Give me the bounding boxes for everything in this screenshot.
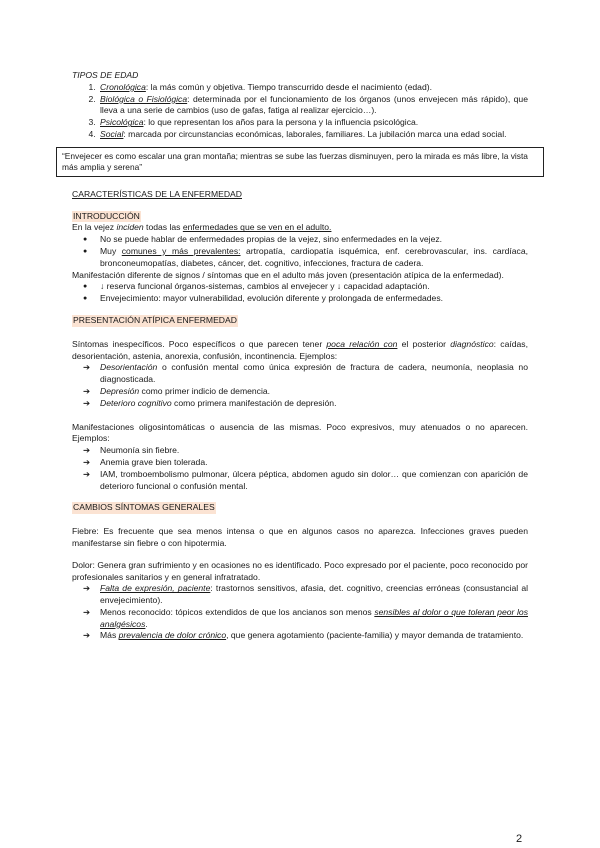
atipica-paragraph-2: Manifestaciones oligosintomáticas o ausencia de las mismas. Poco expresivos, muy atenuados o no aparecen. Ejemplos: (72, 421, 528, 444)
list-item: ➔ Deterioro cognitivo como primera manifestación de depresión. (83, 397, 337, 408)
atipica-examples-2 (72, 445, 528, 492)
atipica-examples-1 (72, 362, 528, 409)
page-number: 2 (516, 833, 523, 845)
arrow-icon: ➔ (83, 445, 91, 456)
list-item: ➔ IAM, tromboembolismo pulmonar, úlcera péptica, abdomen agudo sin dolor… que comienzan con aparición de deterioro funcional o confusión mental. (83, 468, 528, 491)
list-item: ➔ Desorientación o confusión mental como única expresión de fractura de cadera, neumonía, neoplasia no diagnosticada. (83, 362, 528, 385)
arrow-icon: ➔ (83, 468, 91, 479)
intro-list-2 (72, 281, 528, 305)
arrow-icon: ➔ (83, 630, 91, 641)
arrow-icon: ➔ (83, 606, 91, 617)
fiebre-paragraph: Fiebre: Es frecuente que sea menos intensa o que en algunos casos no aparezca. Infecciones graves pueden manifestarse sin fiebre o con hipotermia. (72, 526, 528, 548)
quote-box: “Envejecer es como escalar una gran montaña; mientras se sube las fuerzas disminuyen, pero la mirada es más libre, la vista más amplia y serena” (56, 147, 544, 177)
dolor-paragraph: Dolor: Genera gran sufrimiento y en ocasiones no es identificado. Poco expresado por el paciente, poco reconocido por profesionales sanitarios y en general infratratado. (72, 559, 528, 582)
list-item: ➔ Depresión como primer indicio de demencia. (83, 385, 271, 396)
list-item: ➔ Más prevalencia de dolor crónico, que genera agotamiento (paciente-familia) y mayor demanda de tratamiento. (83, 630, 524, 641)
list-item: ● ↓ reserva funcional órganos-sistemas, cambios al envejecer y ↓ capacidad adaptación. (98, 281, 528, 293)
atipica-paragraph-1: Síntomas inespecíficos. Poco específicos o que parecen tener poca relación con el posterior diagnóstico: caídas, desorientación, astenia, anorexia, confusión, incontinencia. Ejemplos: (72, 338, 528, 361)
list-item: ➔ Anemia grave bien tolerada. (83, 456, 208, 467)
arrow-icon: ➔ (83, 362, 91, 373)
document-page (62, 70, 529, 642)
arrow-icon: ➔ (83, 385, 91, 396)
section-heading-caracteristicas: CARACTERÍSTICAS DE LA ENFERMEDAD (72, 188, 242, 199)
arrow-icon: ➔ (83, 583, 91, 594)
list-item: 4. Social: marcada por circunstancias económicas, laborales, familiares. La jubilación marca una edad social. (98, 129, 528, 141)
list-item: ● Muy comunes y más prevalentes: artropatía, cardiopatía isquémica, enf. cerebrovascular, ins. cardíaca, bronconeumopatías, diabetes, cáncer, det. cognitivo, infecciones, fractura de cadera. (98, 246, 528, 270)
list-item: ● Envejecimiento: mayor vulnerabilidad, evolución diferente y prolongada de enfermedades. (98, 293, 528, 305)
list-item: ● No se puede hablar de enfermedades propias de la vejez, sino enfermedades en la vejez. (98, 234, 528, 246)
tipos-list (72, 82, 528, 141)
list-item: ➔ Menos reconocido: tópicos extendidos de que los ancianos son menos sensibles al dolor o que toleran peor los analgésicos. (83, 606, 528, 629)
section-heading-atipica: PRESENTACIÓN ATÍPICA ENFERMEDAD (73, 314, 237, 325)
section-heading-cambios: CAMBIOS SÍNTOMAS GENERALES (73, 502, 215, 513)
arrow-icon: ➔ (83, 397, 91, 408)
list-item: 3. Psicológica: lo que representan los años para la persona y la influencia psicológica. (98, 117, 528, 129)
list-item: 2. Biológica o Fisiológica: determinada por el funcionamiento de los órganos (unos envejecen más rápido), que lleva a una serie de cambios (uso de gafas, fatiga al realizar ejercicio…). (98, 94, 528, 118)
dolor-list (72, 583, 528, 642)
list-item: 1. Cronológica: la más común y objetiva. Tiempo transcurrido desde el nacimiento (edad). (98, 82, 528, 94)
arrow-icon: ➔ (83, 456, 91, 467)
section-heading-introduccion: INTRODUCCIÓN (73, 210, 140, 221)
tipos-heading: TIPOS DE EDAD (72, 70, 139, 80)
intro-paragraph: En la vejez inciden todas las enfermedades que se ven en el adulto. (72, 222, 332, 233)
intro-paragraph-2: Manifestación diferente de signos / síntomas que en el adulto más joven (presentación atípica de la enfermedad). (72, 269, 504, 280)
list-item: ➔ Falta de expresión, paciente: trastornos sensitivos, afasia, det. cognitivo, creencias erróneas (consustancial al envejecimiento). (83, 583, 529, 606)
list-item: ➔ Neumonía sin fiebre. (83, 445, 180, 456)
intro-list (72, 234, 528, 269)
